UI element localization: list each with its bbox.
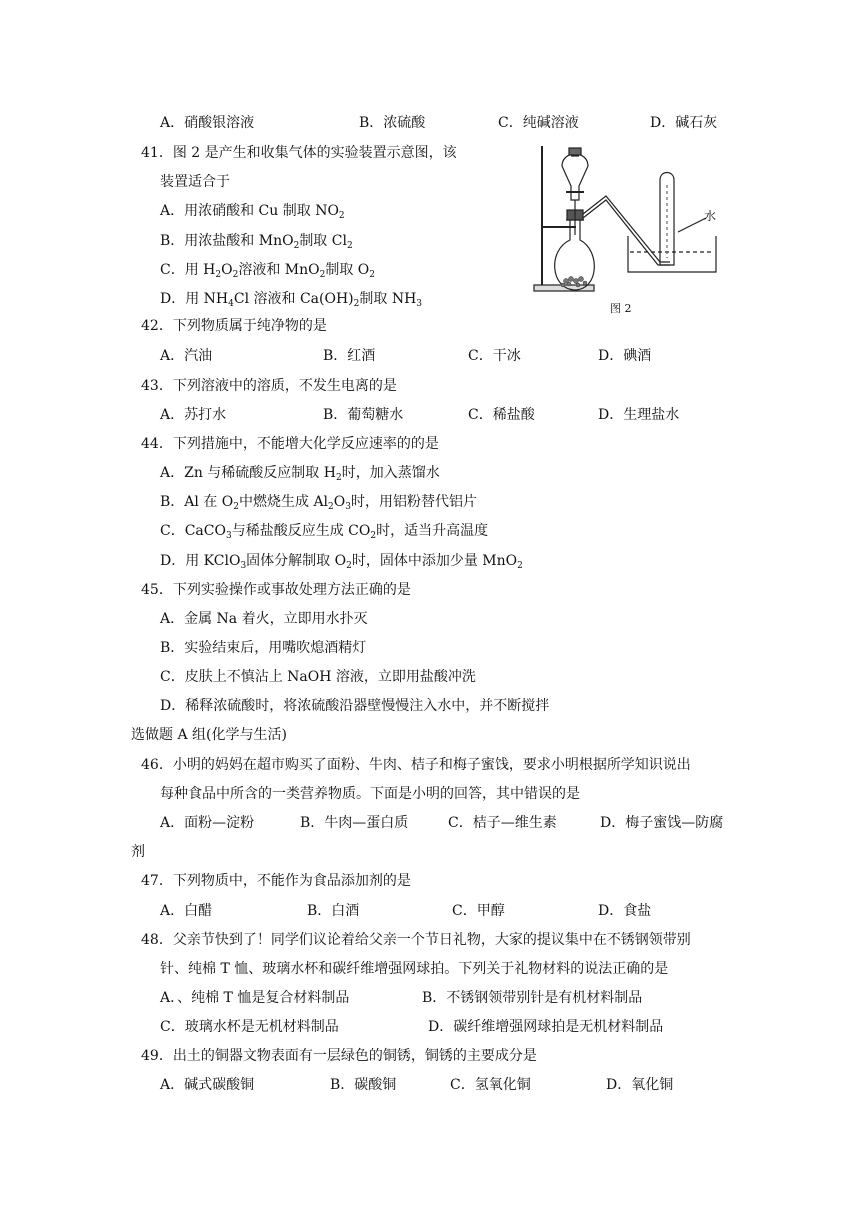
q49-option-a: A．碱式碳酸铜 <box>160 1077 255 1093</box>
q48-option-b: B．不锈钢领带别针是有机材料制品 <box>422 990 643 1006</box>
q42-option-b: B．红酒 <box>323 348 376 364</box>
q48-stem: 48．父亲节快到了！同学们议论着给父亲一个节日礼物，大家的提议集中在不锈钢领带别 <box>141 932 691 948</box>
q47-option-a: A．白醋 <box>160 903 213 919</box>
q40-option-a: A．硝酸银溶液 <box>160 115 255 131</box>
q44-option-c: C．CaCO$_3$与稀盐酸反应生成 $CO_2$时，适当升高温度 <box>160 523 489 541</box>
q49-stem: 49．出土的铜器文物表面有一层绿色的铜锈，铜锈的主要成分是 <box>141 1048 537 1064</box>
q42-option-a: A．汽油 <box>160 348 213 364</box>
section-title: 选做题 A 组(化学与生活) <box>131 727 287 743</box>
q45-option-b: B．实验结束后，用嘴吹熄酒精灯 <box>160 640 367 656</box>
q41-option-d: D．用 $NH_4Cl$ 溶液和 $Ca(OH)_2$制取 $NH_3$ <box>160 291 423 309</box>
q41-option-b: B．用浓盐酸和 MnO$_2$制取 $Cl_2$ <box>160 233 353 251</box>
q41-option-a: A．用浓硝酸和 Cu 制取 $NO_2$ <box>160 203 345 221</box>
q49-options <box>0 1075 865 1095</box>
figure-caption: 图 2 <box>610 302 632 315</box>
q48-option-d: D．碳纤维增强网球拍是无机材料制品 <box>428 1019 664 1035</box>
q46-option-a: A．面粉—淀粉 <box>160 815 255 831</box>
q44-option-a: A．Zn 与稀硫酸反应制取 $H_2$时，加入蒸馏水 <box>160 465 440 483</box>
q44-stem: 44．下列措施中，不能增大化学反应速率的的是 <box>141 436 439 452</box>
q44-option-d: D．用 KClO$_3$固体分解制取 $O_2$时，固体中添加少量 MnO$_2$ <box>160 553 523 571</box>
q46-option-d: D．梅子蜜饯—防腐 <box>600 815 724 831</box>
q47-option-d: D．食盐 <box>598 903 652 919</box>
q46-options <box>0 813 865 833</box>
q46-option-b: B．牛肉—蛋白质 <box>300 815 409 831</box>
q49-option-b: B．碳酸铜 <box>330 1077 397 1093</box>
water-pointer <box>678 218 706 232</box>
q42-option-d: D．碘酒 <box>598 348 652 364</box>
q40-option-c: C．纯碱溶液 <box>498 115 579 131</box>
q46-stem: 46．小明的妈妈在超市购买了面粉、牛肉、桔子和梅子蜜饯，要求小明根据所学知识说出 <box>141 757 691 773</box>
q44-option-b: B．Al 在 $O_2$中燃烧生成 $Al_2O_3$时，用铝粉替代铝片 <box>160 494 477 512</box>
q48-option-c: C．玻璃水杯是无机材料制品 <box>160 1019 339 1035</box>
q40-option-d: D．碱石灰 <box>650 115 718 131</box>
q46-option-d-wrap: 剂 <box>131 844 145 860</box>
q47-option-c: C．甲醇 <box>452 903 505 919</box>
q46-stem-cont: 每种食品中所含的一类营养物质。下面是小明的回答，其中错误的是 <box>160 786 580 802</box>
q48-option-a: A．、纯棉 T 恤是复合材料制品 <box>160 990 350 1006</box>
q43-stem: 43．下列溶液中的溶质，不发生电离的是 <box>141 378 397 394</box>
q48-options-row2 <box>0 1017 865 1037</box>
q42-stem: 42．下列物质属于纯净物的是 <box>141 318 327 334</box>
q47-stem: 47．下列物质中，不能作为食品添加剂的是 <box>141 873 411 889</box>
q47-option-b: B．白酒 <box>307 903 360 919</box>
q46-option-c: C．桔子—维生素 <box>448 815 557 831</box>
q48-stem-cont: 针、纯棉 T 恤、玻璃水杯和碳纤维增强网球拍。下列关于礼物材料的说法正确的是 <box>160 961 669 977</box>
q43-option-c: C．稀盐酸 <box>468 407 535 423</box>
dropping-funnel <box>562 154 588 200</box>
q42-options <box>0 346 865 366</box>
q40-option-b: B．浓硫酸 <box>359 115 426 131</box>
q43-option-b: B．葡萄糖水 <box>323 407 404 423</box>
q43-options <box>0 405 865 425</box>
q43-option-a: A．苏打水 <box>160 407 227 423</box>
q41-option-c: C．用 $H_2O_2$溶液和 MnO$_2$制取 $O_2$ <box>160 262 376 280</box>
q42-option-c: C．干冰 <box>468 348 521 364</box>
q45-stem: 45．下列实验操作或事故处理方法正确的是 <box>141 582 411 598</box>
q45-option-d: D．稀释浓硫酸时，将浓硫酸沿器壁慢慢注入水中，并不断搅拌 <box>160 698 550 714</box>
q47-options <box>0 901 865 921</box>
apparatus-figure <box>528 140 718 320</box>
water-trough <box>628 236 716 272</box>
water-label: 水 <box>704 209 717 223</box>
q45-option-c: C．皮肤上不慎沾上 NaOH 溶液，立即用盐酸冲洗 <box>160 669 476 685</box>
q41-stem-cont: 装置适合于 <box>160 174 230 190</box>
q41-stem: 41．图 2 是产生和收集气体的实验装置示意图，该 <box>141 145 457 161</box>
q40-options <box>0 113 865 133</box>
delivery-tube <box>583 196 670 262</box>
q49-option-d: D．氧化铜 <box>606 1077 674 1093</box>
q49-option-c: C．氢氧化铜 <box>450 1077 531 1093</box>
q48-options-row1 <box>0 988 865 1008</box>
q43-option-d: D．生理盐水 <box>598 407 680 423</box>
q45-option-a: A．金属 Na 着火，立即用水扑灭 <box>160 611 368 627</box>
